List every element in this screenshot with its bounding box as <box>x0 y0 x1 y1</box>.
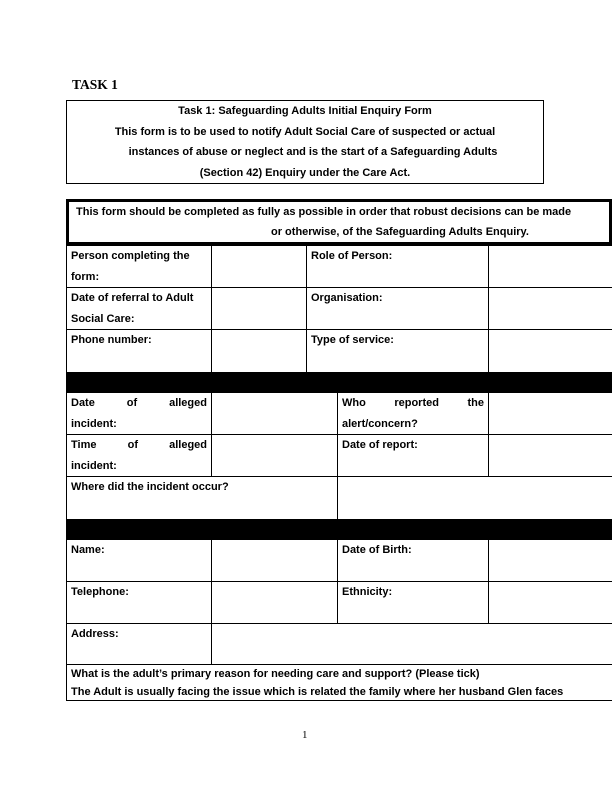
input-organisation[interactable] <box>489 288 612 330</box>
reason-answer[interactable]: The Adult is usually facing the issue which is related the family where her husband Glen faces <box>71 686 564 698</box>
task-heading: TASK 1 <box>72 77 118 92</box>
label-date-of-report: Date of report: <box>338 435 489 477</box>
label-word: reported <box>394 397 439 409</box>
label-type-of-service: Type of service: <box>307 330 489 372</box>
input-time-of-alleged-incident[interactable] <box>212 435 338 477</box>
label-date-of-birth: Date of Birth: <box>338 540 489 582</box>
label-organisation: Organisation: <box>307 288 489 330</box>
input-phone-number[interactable] <box>212 330 307 372</box>
intro-title: Task 1: Safeguarding Adults Initial Enquiry Form <box>178 105 432 117</box>
reason-for-care-block <box>66 665 612 701</box>
label-word: Time <box>71 439 97 451</box>
label-text: Date of referral to Adult <box>71 292 194 304</box>
label-telephone: Telephone: <box>66 582 212 624</box>
intro-line-2: instances of abuse or neglect and is the start of a Safeguarding Adults <box>128 146 498 158</box>
intro-box <box>66 100 544 184</box>
page-number: 1 <box>302 729 308 741</box>
input-telephone[interactable] <box>212 582 338 624</box>
notice-line-1: This form should be completed as fully as possible in order that robust decisions can be made <box>76 206 572 218</box>
adult-table <box>66 540 612 701</box>
label-word: alleged <box>169 439 207 451</box>
input-date-of-birth[interactable] <box>489 540 612 582</box>
label-role-of-person: Role of Person: <box>307 246 489 288</box>
input-date-of-alleged-incident[interactable] <box>212 393 338 435</box>
label-ethnicity: Ethnicity: <box>338 582 489 624</box>
label-text: Person completing the <box>71 250 190 262</box>
input-type-of-service[interactable] <box>489 330 612 372</box>
label-phone-number: Phone number: <box>66 330 212 372</box>
input-where-incident-occurred[interactable] <box>338 477 612 519</box>
section-divider-adult <box>66 519 612 540</box>
section-divider-incident <box>66 372 612 393</box>
label-where-incident-occurred: Where did the incident occur? <box>66 477 338 519</box>
label-text: incident: <box>71 418 117 430</box>
label-word: alleged <box>169 397 207 409</box>
label-text: alert/concern? <box>342 418 418 430</box>
intro-line-1: This form is to be used to notify Adult Social Care of suspected or actual <box>114 125 496 138</box>
label-word: of <box>126 397 138 409</box>
label-word: the <box>467 397 484 409</box>
label-address: Address: <box>66 624 212 665</box>
label-word: of <box>127 439 138 451</box>
input-date-of-referral[interactable] <box>212 288 307 330</box>
incident-table <box>66 393 612 519</box>
label-text: form: <box>71 271 100 283</box>
input-address[interactable] <box>212 624 612 665</box>
label-text: incident: <box>71 460 117 472</box>
label-who-reported <box>338 393 489 435</box>
referrer-table <box>66 246 612 372</box>
intro-line-3: (Section 42) Enquiry under the Care Act. <box>199 166 411 179</box>
notice-line-2: or otherwise, of the Safeguarding Adults Enquiry. <box>271 226 529 238</box>
label-person-completing <box>66 246 212 288</box>
input-ethnicity[interactable] <box>489 582 612 624</box>
label-text: Social Care: <box>71 313 135 325</box>
label-date-of-referral <box>66 288 212 330</box>
input-who-reported[interactable] <box>489 393 612 435</box>
input-person-completing[interactable] <box>212 246 307 288</box>
label-date-of-alleged-incident <box>66 393 212 435</box>
label-name: Name: <box>66 540 212 582</box>
label-time-of-alleged-incident <box>66 435 212 477</box>
input-date-of-report[interactable] <box>489 435 612 477</box>
notice-box <box>66 199 612 246</box>
label-word: Who <box>342 397 366 409</box>
label-word: Date <box>71 397 95 409</box>
input-role-of-person[interactable] <box>489 246 612 288</box>
input-name[interactable] <box>212 540 338 582</box>
reason-question: What is the adult’s primary reason for needing care and support? (Please tick) <box>71 668 480 680</box>
